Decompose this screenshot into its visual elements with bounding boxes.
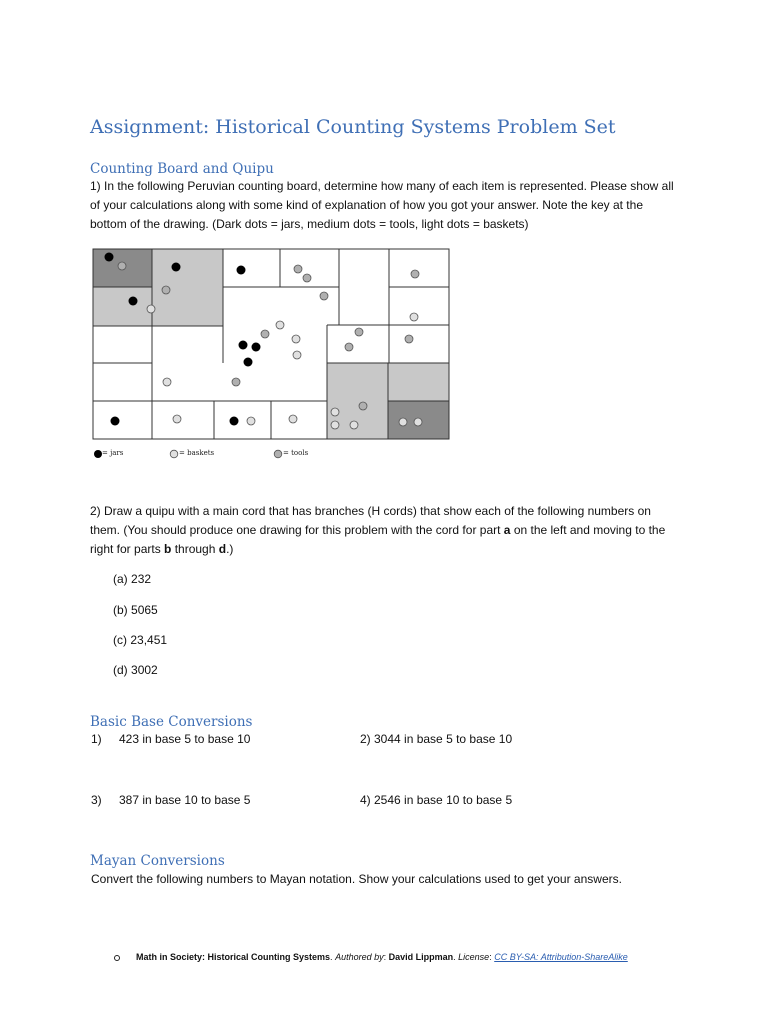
jar-dot [172,263,181,272]
tool-dot [345,343,353,351]
q2-text-b: on the left and moving to the right for parts [90,523,666,556]
tool-dot [359,402,367,410]
page-title: Assignment: Historical Counting Systems Problem Set [90,116,616,138]
conversion-problem: 4) 2546 in base 10 to base 5 [360,793,513,807]
legend-jars-label: = jars [102,449,124,457]
board-cell-light [388,363,449,401]
basket-dot [331,408,339,416]
license-link[interactable]: CC BY-SA: Attribution-ShareAlike [494,952,628,962]
part-label: (b) [113,603,128,617]
tool-dot [118,262,126,270]
quipu-part-item [113,663,158,677]
tool-dot [261,330,269,338]
part-label: (c) [113,633,127,647]
conversion-number: 3) [91,793,102,807]
legend-basket-icon [169,449,179,459]
conversion-problem: 423 in base 5 to base 10 [119,732,251,746]
quipu-part-item [113,603,158,617]
basket-dot [276,321,284,329]
authored-label: Authored by [335,952,384,962]
section-heading-mayan-conversions: Mayan Conversions [90,853,225,869]
basket-dot [147,305,155,313]
basket-dot [247,417,255,425]
basket-dot [293,351,301,359]
q2-text-a: 2) Draw a quipu with a main cord that has branches (H cords) that show each of the following numbers on them. (You should produce one drawing for this problem with the cord for part [90,504,651,537]
tool-dot [303,274,311,282]
basket-dot [292,335,300,343]
jar-dot [237,266,246,275]
basket-dot [163,378,171,386]
board-cell-light [152,249,223,287]
jar-dot [105,253,114,262]
quipu-part-item [113,633,167,647]
tool-dot [355,328,363,336]
quipu-part-item [113,572,151,586]
basket-dot [173,415,181,423]
jar-dot [244,358,253,367]
q2-text-c: through [171,542,219,556]
q2-bold-d: d [218,542,227,556]
question-1-text: 1) In the following Peruvian counting board, determine how many of each item is represented. Please show all of your calculations along with some kind of explanation of how you got your answer. Note the key at the bottom of the drawing. (Dark dots = jars, medium dots = tools, light dots = baskets) [90,179,674,231]
tool-dot [405,335,413,343]
jar-dot [129,297,138,306]
basket-dot [331,421,339,429]
tool-dot [320,292,328,300]
counting-board-figure [90,246,452,442]
attribution-source: Math in Society: Historical Counting Systems [136,952,331,962]
conversion-problem: 387 in base 10 to base 5 [119,793,251,807]
part-label: (a) [113,572,128,586]
jar-dot [111,417,120,426]
jar-dot [239,341,248,350]
license-label: License [458,952,490,962]
mayan-instructions: Convert the following numbers to Mayan notation. Show your calculations used to get your answers. [91,872,622,886]
jar-dot [252,343,261,352]
legend-tool-icon [273,449,283,459]
part-value: 232 [131,572,152,586]
q2-bold-b: b [164,542,172,556]
bullet-icon [114,955,120,961]
question-2-text [90,502,680,559]
part-value: 5065 [131,603,158,617]
basket-dot [350,421,358,429]
section-heading-counting-board: Counting Board and Quipu [90,161,274,177]
conversion-number: 1) [91,732,102,746]
tool-dot [411,270,419,278]
board-cell-light [93,287,223,326]
part-value: 23,451 [130,633,168,647]
tool-dot [294,265,302,273]
legend-baskets-label: = baskets [179,449,215,457]
part-value: 3002 [131,663,158,677]
q2-text-d: .) [226,542,234,556]
basket-dot [414,418,422,426]
tool-dot [232,378,240,386]
attribution-author: David Lippman [388,952,454,962]
basket-dot [289,415,297,423]
jar-dot [230,417,239,426]
section-heading-base-conversions: Basic Base Conversions [90,714,253,730]
tool-dot [162,286,170,294]
part-label: (d) [113,663,128,677]
conversion-problem: 2) 3044 in base 5 to base 10 [360,732,513,746]
q2-bold-a: a [503,523,511,537]
attribution-footer: Math in Society: Historical Counting Systems. Authored by: David Lippman. License: CC BY-SA: Attribution-ShareAlike [136,952,628,962]
basket-dot [399,418,407,426]
legend-tools-label: = tools [283,449,309,457]
basket-dot [410,313,418,321]
